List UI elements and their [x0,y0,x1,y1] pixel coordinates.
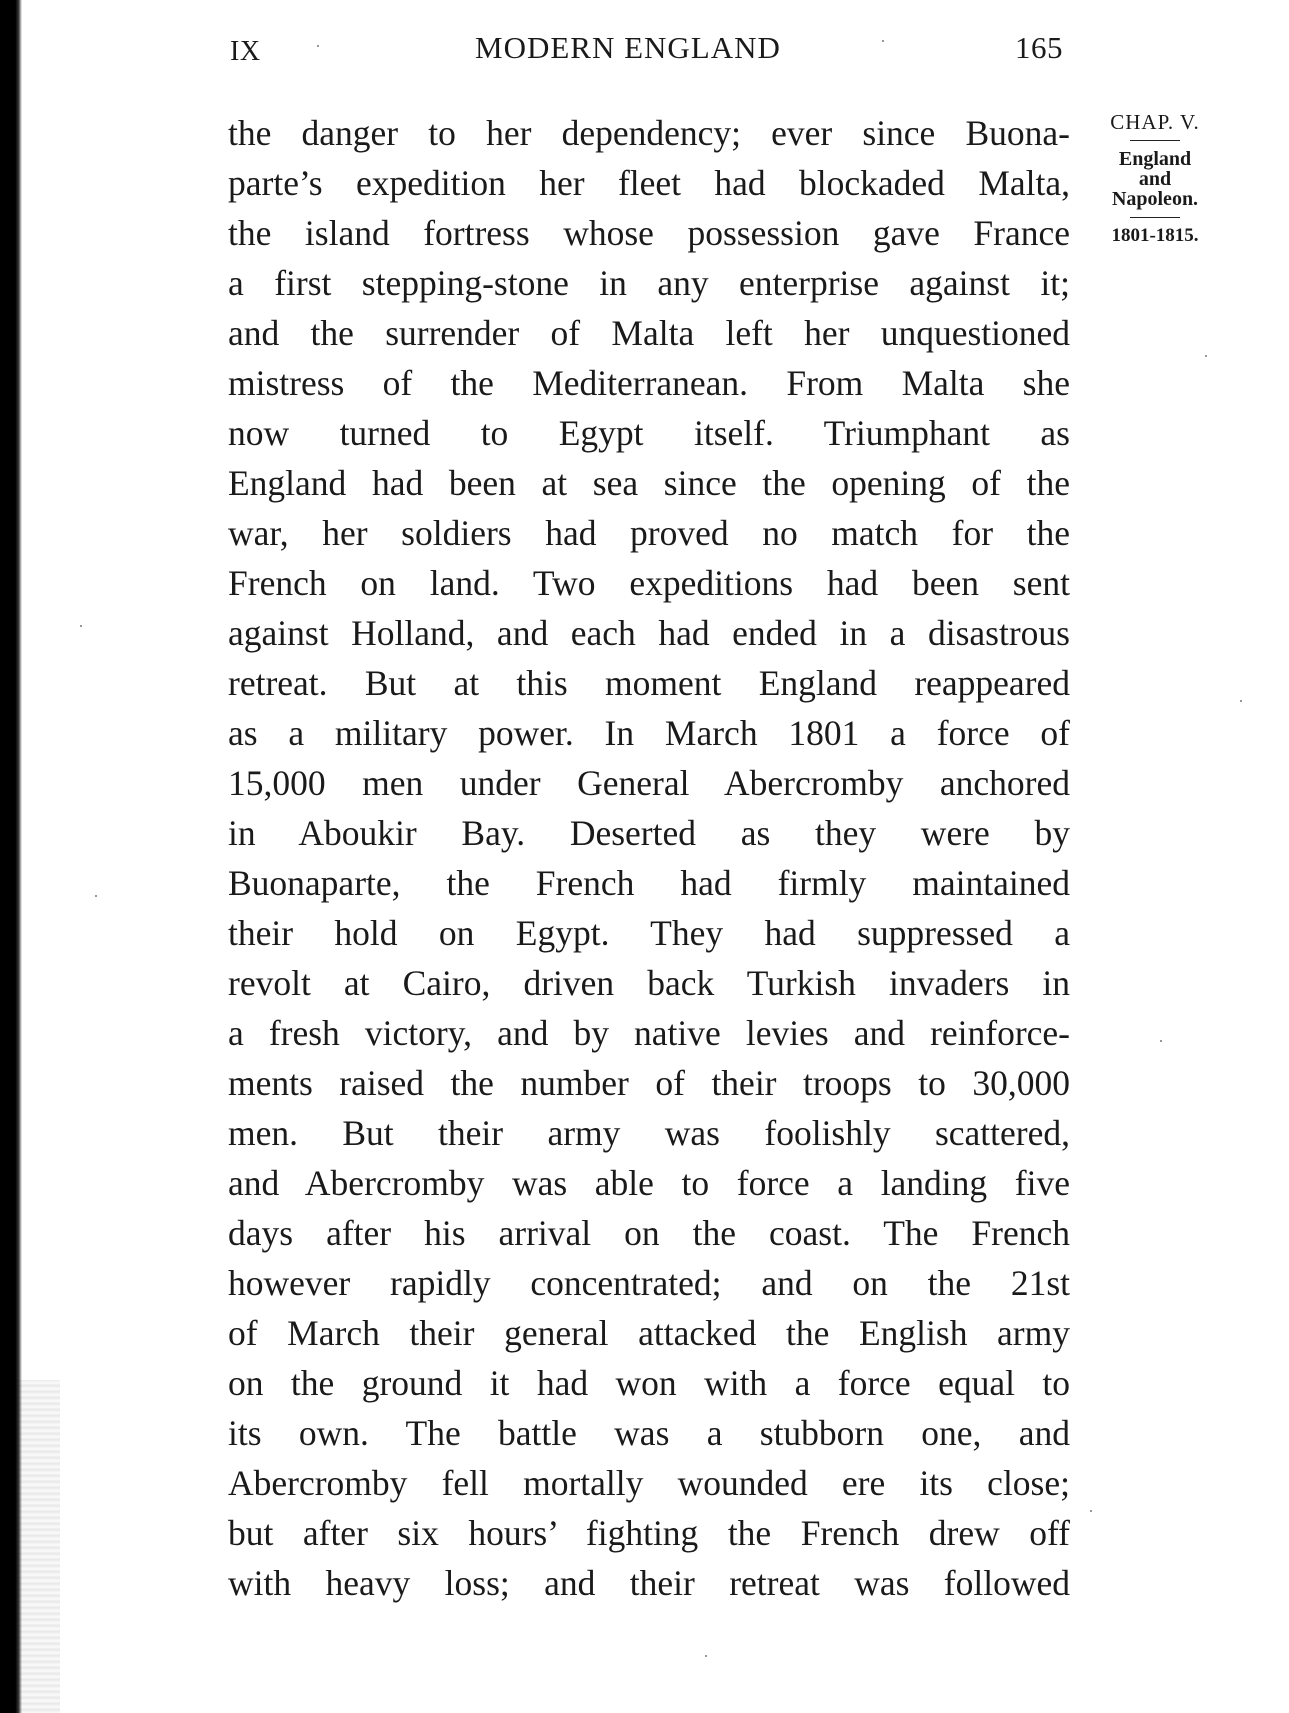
text-line: a first stepping-stone in any enterprise against it; [228,263,1070,303]
text-line: now turned to Egypt itself. Triumphant as [228,413,1070,453]
text-line: with heavy loss; and their retreat was followed [228,1563,1070,1603]
text-line: its own. The battle was a stubborn one, and [228,1413,1070,1453]
marginal-rule [1130,140,1180,141]
text-line: on the ground it had won with a force equal to [228,1363,1070,1403]
scan-speck [80,625,82,627]
scan-speck [1090,1510,1092,1512]
text-line: Abercromby fell mortally wounded ere its close; [228,1463,1070,1503]
scan-speck [1240,700,1242,702]
text-line: retreat. But at this moment England reappeared [228,663,1070,703]
text-line: against Holland, and each had ended in a disastrous [228,613,1070,653]
text-line: the island fortress whose possession gave France [228,213,1070,253]
text-line: ments raised the number of their troops to 30,000 [228,1063,1070,1103]
text-line: England had been at sea since the opening of the [228,463,1070,503]
scan-edge-noise [0,1380,60,1713]
text-line: the danger to her dependency; ever since Buona- [228,113,1070,153]
text-line: however rapidly concentrated; and on the 21st [228,1263,1070,1303]
text-line: mistress of the Mediterranean. From Malta she [228,363,1070,403]
scan-speck [95,895,97,897]
marginal-dates: 1801-1815. [1111,225,1199,246]
text-line: as a military power. In March 1801 a force of [228,713,1070,753]
text-line: a fresh victory, and by native levies and reinforce- [228,1013,1070,1053]
text-line: and the surrender of Malta left her unquestioned [228,313,1070,353]
marginal-chapter: CHAP. V. [1110,110,1200,134]
text-line: war, her soldiers had proved no match for the [228,513,1070,553]
text-line: parte’s expedition her fleet had blockaded Malta, [228,163,1070,203]
text-line: and Abercromby was able to force a landing five [228,1163,1070,1203]
scan-speck [1160,1040,1162,1042]
marginal-rule [1130,217,1180,218]
text-line: in Aboukir Bay. Deserted as they were by [228,813,1070,853]
scan-speck [882,40,884,42]
marginal-topic-line-2: and [1138,168,1172,190]
running-head-title: MODERN ENGLAND [475,30,781,65]
page-number: 165 [1015,30,1063,65]
text-line: their hold on Egypt. They had suppressed a [228,913,1070,953]
text-line: of March their general attacked the English army [228,1313,1070,1353]
marginal-topic-line-1: England [1118,148,1192,170]
scan-speck [705,1655,707,1657]
scan-speck [1205,355,1207,357]
text-line: 15,000 men under General Abercromby anchored [228,763,1070,803]
text-line: but after six hours’ fighting the French drew off [228,1513,1070,1553]
running-head [230,30,1075,80]
text-line: revolt at Cairo, driven back Turkish invaders in [228,963,1070,1003]
text-line: men. But their army was foolishly scattered, [228,1113,1070,1153]
scan-speck [317,45,319,47]
body-text [228,108,1070,1608]
text-line: days after his arrival on the coast. The French [228,1213,1070,1253]
running-head-chapter: IX [230,36,261,67]
marginal-topic-line-3: Napoleon. [1111,188,1199,210]
text-line: Buonaparte, the French had firmly maintained [228,863,1070,903]
marginal-note [1085,112,1225,246]
text-line: French on land. Two expeditions had been sent [228,563,1070,603]
